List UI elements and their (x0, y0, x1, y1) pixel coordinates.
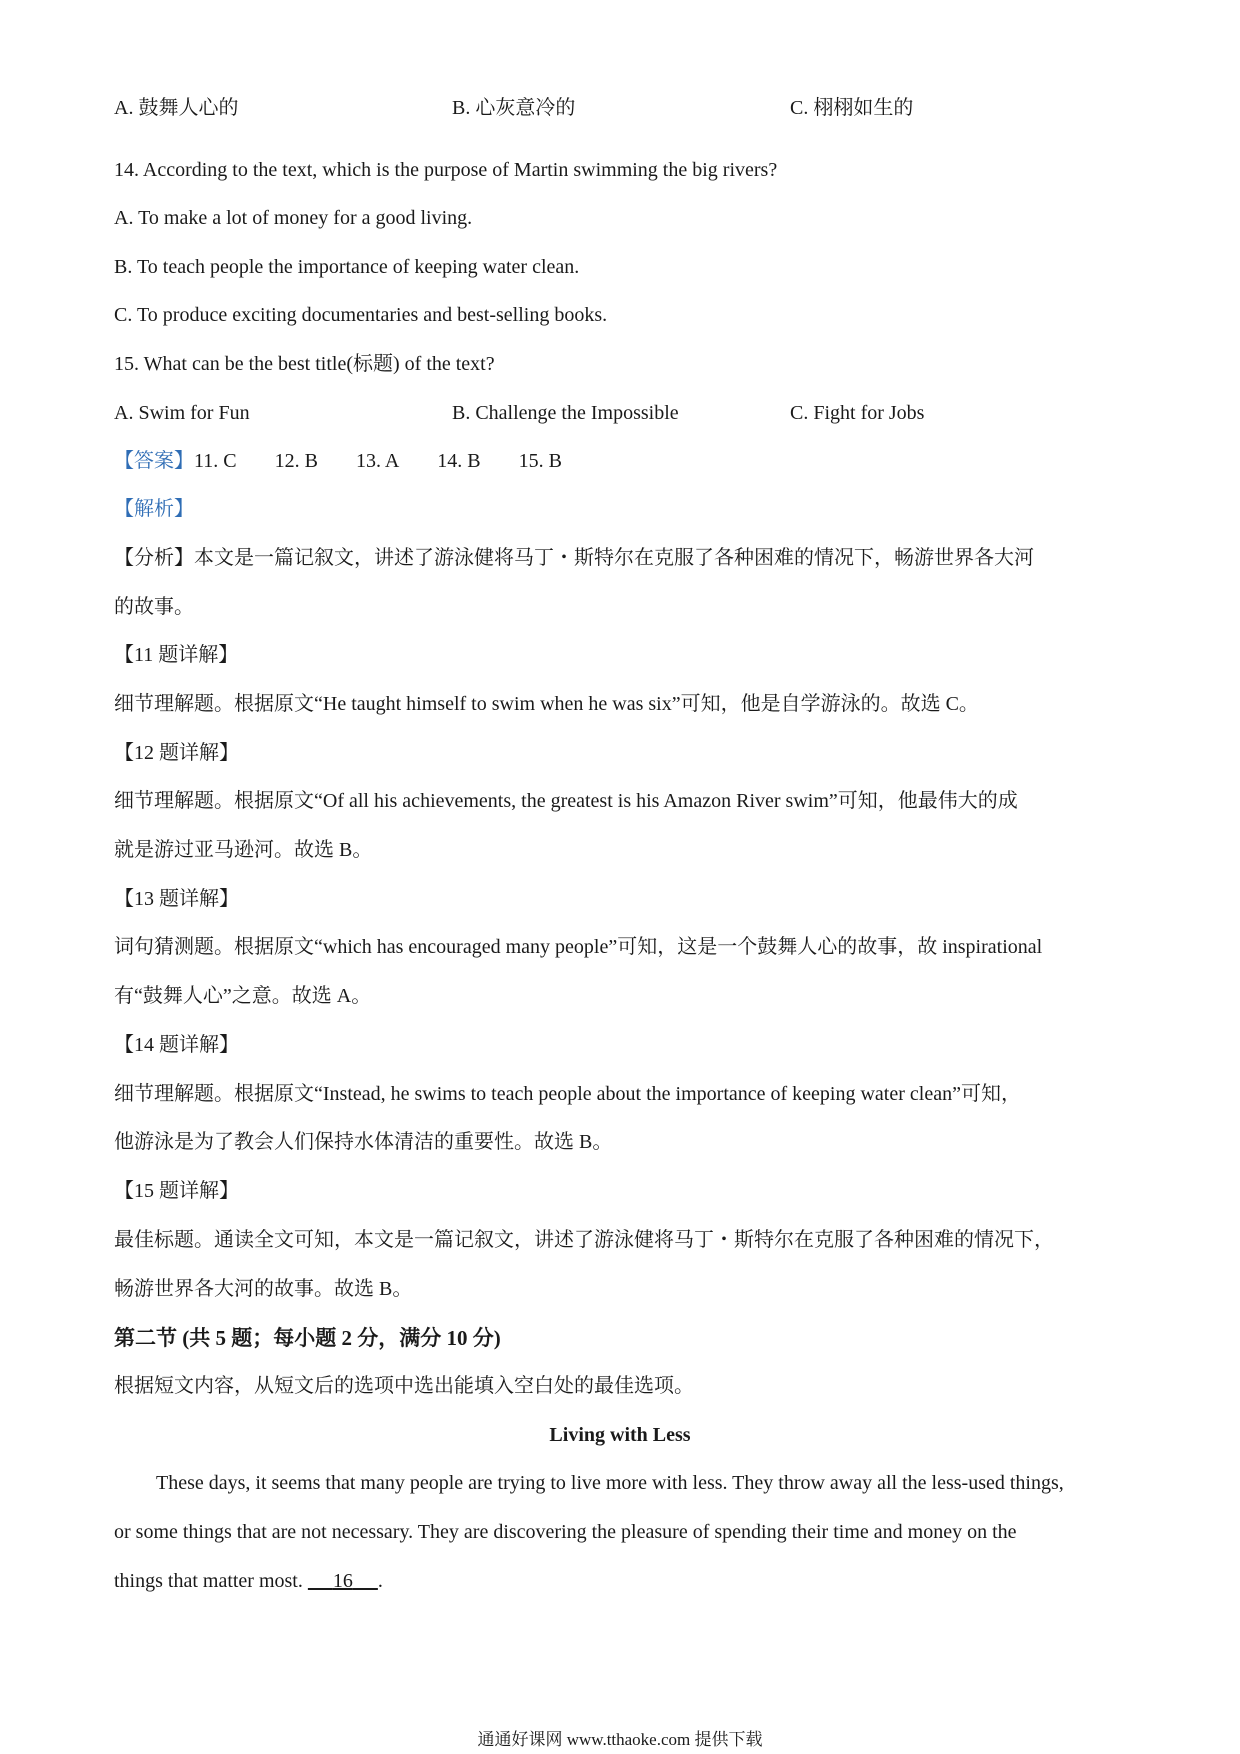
q15-option-b: B. Challenge the Impossible (452, 402, 679, 424)
detail-11-heading: 【11 题详解】 (114, 644, 239, 666)
detail-12-heading: 【12 题详解】 (114, 742, 239, 764)
detail-15-heading: 【15 题详解】 (114, 1180, 239, 1202)
detail-15-text: 最佳标题。通读全文可知，本文是一篇记叙文，讲述了游泳健将马丁・斯特尔在克服了各种困难的情况下， (114, 1229, 1054, 1251)
footer-watermark: 通通好课网 www.tthaoke.com 提供下载 (477, 1730, 763, 1749)
detail-13-text: 有“鼓舞人心”之意。故选 A。 (114, 985, 372, 1007)
q13-option-a: A. 鼓舞人心的 (114, 97, 239, 119)
analysis-summary-line2: 的故事。 (114, 596, 194, 618)
detail-13-heading: 【13 题详解】 (114, 888, 239, 910)
detail-14-text: 细节理解题。根据原文“Instead, he swims to teach people about the importance of keeping water clean”可知， (114, 1083, 1021, 1105)
q15-question: 15. What can be the best title(标题) of the text? (114, 353, 495, 375)
answer-item: 12. B (274, 450, 318, 472)
detail-12-text: 细节理解题。根据原文“Of all his achievements, the greatest is his Amazon River swim”可知，他最伟大的成 (114, 790, 1018, 812)
detail-14-heading: 【14 题详解】 (114, 1034, 239, 1056)
answer-item: 11. C (194, 450, 237, 472)
section2-heading: 第二节 (共 5 题；每小题 2 分，满分 10 分) (114, 1326, 501, 1350)
q14-question: 14. According to the text, which is the purpose of Martin swimming the big rivers? (114, 159, 778, 181)
analysis-summary-line1: 【分析】本文是一篇记叙文，讲述了游泳健将马丁・斯特尔在克服了各种困难的情况下，畅游世界各大河 (114, 547, 1034, 569)
q14-option-a: A. To make a lot of money for a good living. (114, 207, 473, 229)
q13-option-c: C. 栩栩如生的 (790, 97, 914, 119)
q13-option-b: B. 心灰意冷的 (452, 97, 576, 119)
passage-line: or some things that are not necessary. They are discovering the pleasure of spending their time and money on the (114, 1521, 1017, 1543)
answer-item: 13. A (355, 450, 400, 472)
blank-number: 16 (332, 1570, 353, 1592)
q15-option-a: A. Swim for Fun (114, 402, 250, 424)
analysis-label: 【解析】 (114, 498, 194, 520)
section2-instruction: 根据短文内容，从短文后的选项中选出能填入空白处的最佳选项。 (114, 1375, 694, 1397)
q14-option-b: B. To teach people the importance of keeping water clean. (114, 256, 580, 278)
passage-line-with-blank: things that matter most. 16 . (114, 1570, 383, 1592)
detail-12-text: 就是游过亚马逊河。故选 B。 (114, 839, 373, 861)
detail-14-text: 他游泳是为了教会人们保持水体清洁的重要性。故选 B。 (114, 1131, 613, 1153)
passage-line: things that matter most. (114, 1570, 303, 1592)
answer-item: 14. B (437, 450, 481, 472)
detail-13-text: 词句猜测题。根据原文“which has encouraged many people”可知，这是一个鼓舞人心的故事，故 inspirational (114, 936, 1043, 958)
detail-15-text: 畅游世界各大河的故事。故选 B。 (114, 1278, 413, 1300)
answer-key (114, 448, 562, 474)
answer-label: 【答案】 (114, 450, 194, 472)
q15-option-c: C. Fight for Jobs (790, 402, 925, 424)
blank-16 (308, 1570, 378, 1592)
answer-item: 15. B (518, 450, 562, 472)
passage-line: These days, it seems that many people are trying to live more with less. They throw away all the less-used things, (156, 1472, 1064, 1494)
detail-11-text: 细节理解题。根据原文“He taught himself to swim when he was six”可知，他是自学游泳的。故选 C。 (114, 693, 979, 715)
passage-title: Living with Less (549, 1424, 691, 1446)
q14-option-c: C. To produce exciting documentaries and best-selling books. (114, 304, 608, 326)
